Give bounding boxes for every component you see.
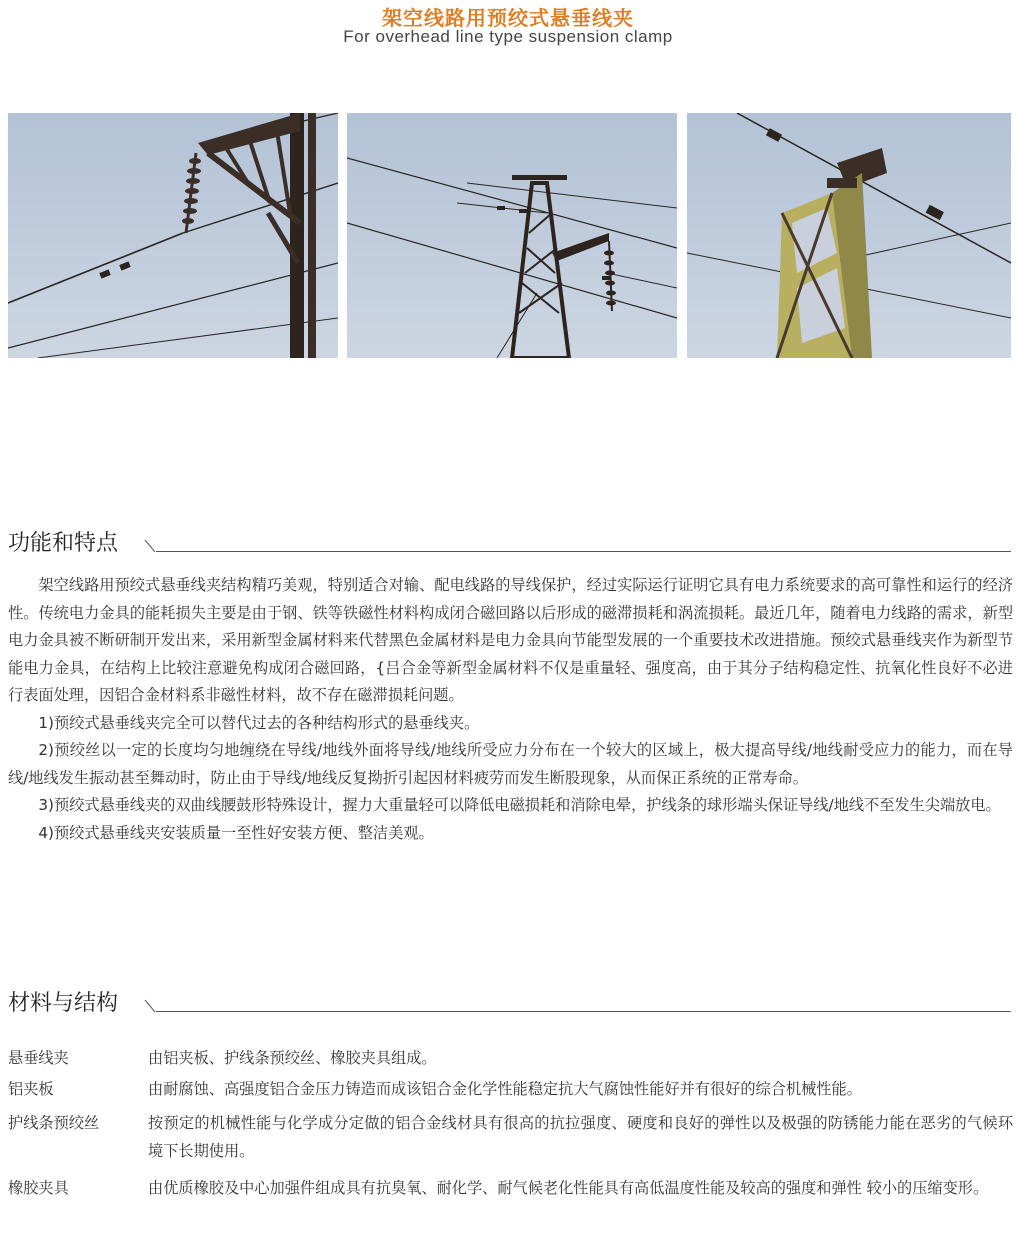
material-name: 橡胶夹具 [8,1179,69,1197]
heading-divider-icon [144,538,156,552]
material-description: 由耐腐蚀、高强度铝合金压力铸造而成该铝合金化学性能稳定抗大气腐蚀性能好并有很好的综合机械性能。 [148,1080,862,1098]
tower-photo-3 [687,113,1011,358]
divider-line [156,1011,1011,1012]
page-title: 架空线路用预绞式悬垂线夹 [382,6,634,30]
feature-item: 3)预绞式悬垂线夹的双曲线腰鼓形特殊设计，握力大重量轻可以降低电磁损耗和消除电晕，护线条的球形端头保证导线/地线不至发生尖端放电。 [38,796,1001,814]
section-title: 功能和特点 [8,531,119,556]
intro-paragraph: 架空线路用预绞式悬垂线夹结构精巧美观，特别适合对输、配电线路的导线保护，经过实际运行证明它具有电力系统要求的高可靠性和运行的经济性。传统电力金具的能耗损失主要是由于钢、铁等铁磁性材料构成闭合磁回路以后形成的磁滞损耗和涡流损耗。最近几年，随着电力线路的需求，新型电力金具被不断研制开发出来，采用新型金属材料来代替黑色金属材料是电力金具向节能型发展的一个重要技术改进措施。预绞式悬垂线夹作为新型节能电力金具，在结构上比较注意避免构成闭合磁回路，{吕合金等新型金属材料不仅是重量轻、强度高，由于其分子结构稳定性、抗氧化性良好不必进行表面处理，因铝合金材料系非磁性材料，故不存在磁滞损耗问题。 [8,576,1013,704]
feature-item: 1)预绞式悬垂线夹完全可以替代过去的各种结构形式的悬垂线夹。 [38,713,480,732]
section-title: 材料与结构 [8,991,119,1016]
heading-divider-icon [144,998,156,1012]
material-name: 护线条预绞丝 [8,1114,100,1132]
tower-photo-1 [8,113,338,358]
material-description: 由优质橡胶及中心加强件组成具有抗臭氧、耐化学、耐气候老化性能具有高低温度性能及较高的强度和弹性 较小的压缩变形。 [148,1179,989,1197]
divider-line [156,551,1011,552]
material-name: 铝夹板 [8,1080,54,1098]
tower-photo-2 [347,113,677,358]
section-heading-materials [8,986,1011,1018]
material-description: 由铝夹板、护线条预绞丝、橡胶夹具组成。 [148,1049,437,1067]
feature-item: 4)预绞式悬垂线夹安装质量一至性好安装方便、整洁美观。 [38,823,434,842]
material-description: 按预定的机械性能与化学成分定做的铝合金线材具有很高的抗拉强度、硬度和良好的弹性以及极强的防锈能力能在恶劣的气候环境下长期使用。 [148,1114,1013,1160]
features-body [8,572,1013,847]
section-heading-features [8,526,1011,558]
material-name: 悬垂线夹 [8,1049,69,1067]
page-subtitle: For overhead line type suspension clamp [343,27,673,46]
feature-item: 2)预绞丝以一定的长度均匀地缠绕在导线/地线外面将导线/地线所受应力分布在一个较大的区域上，极大提高导线/地线耐受应力的能力，而在导线/地线发生振动甚至舞动时，防止由于导线/地线反复拗折引起因材料疲劳而发生断股现象，从而保正系统的正常寿命。 [8,741,1013,787]
